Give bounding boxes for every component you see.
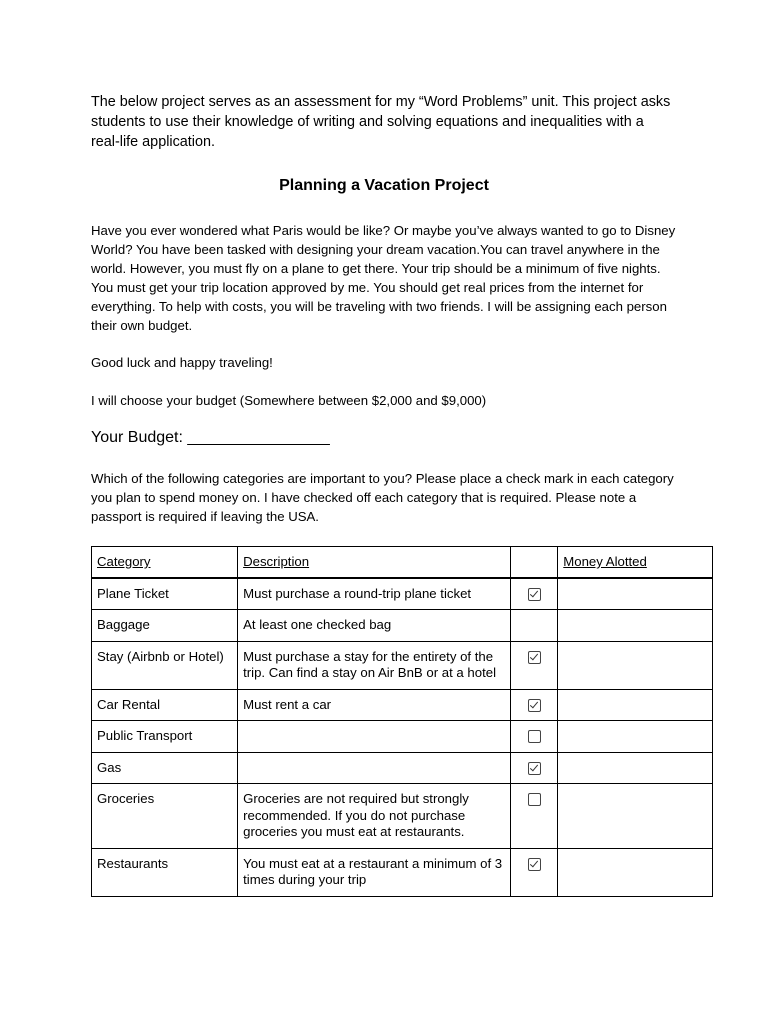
description-cell: Must purchase a stay for the entirety of the trip. Can find a stay on Air BnB or at a hotel (238, 641, 511, 689)
header-category: Category (92, 547, 238, 578)
description-cell: You must eat at a restaurant a minimum of 3 times during your trip (238, 848, 511, 896)
money-alotted-cell[interactable] (558, 641, 713, 689)
table-row (92, 784, 713, 849)
checkbox-cell (511, 610, 558, 642)
category-cell: Groceries (92, 784, 238, 849)
table-row (92, 752, 713, 784)
money-alotted-cell[interactable] (558, 578, 713, 610)
category-cell: Plane Ticket (92, 578, 238, 610)
checked-checkbox[interactable] (528, 762, 541, 775)
project-description: Have you ever wondered what Paris would be like? Or maybe you’ve always wanted to go to Disney World? You have been tasked with designing your dream vacation.You can travel anywhere in the world. However, you must fly on a plane to get there. Your trip should be a minimum of five nights. You must get your trip location approved by me. You should get real prices from the internet for everything. To help with costs, you will be traveling with two friends. I will be assigning each person their own budget. (91, 223, 676, 333)
money-alotted-cell[interactable] (558, 610, 713, 642)
checkbox-cell (511, 578, 558, 610)
table-row (92, 641, 713, 689)
checkbox-cell (511, 689, 558, 721)
description-cell: At least one checked bag (238, 610, 511, 642)
category-cell: Gas (92, 752, 238, 784)
category-cell: Public Transport (92, 721, 238, 753)
money-alotted-cell[interactable] (558, 721, 713, 753)
money-alotted-cell[interactable] (558, 752, 713, 784)
checkbox-cell (511, 752, 558, 784)
categories-instructions: Which of the following categories are important to you? Please place a check mark in each category you plan to spend money on. I have checked off each category that is required. Please note a passport is required if leaving the USA. (91, 471, 674, 524)
table-header-row (92, 547, 713, 578)
checked-checkbox[interactable] (528, 588, 541, 601)
checkbox-cell (511, 641, 558, 689)
categories-table (91, 546, 713, 897)
checked-checkbox[interactable] (528, 651, 541, 664)
your-budget-field: Your Budget: ________________ (91, 429, 330, 446)
money-alotted-cell[interactable] (558, 848, 713, 896)
table-row (92, 848, 713, 896)
checkbox-cell (511, 848, 558, 896)
description-cell: Must rent a car (238, 689, 511, 721)
table-body (92, 578, 713, 897)
checked-checkbox[interactable] (528, 858, 541, 871)
checkbox-cell (511, 784, 558, 849)
description-cell (238, 752, 511, 784)
category-cell: Baggage (92, 610, 238, 642)
checked-checkbox[interactable] (528, 699, 541, 712)
description-cell: Must purchase a round-trip plane ticket (238, 578, 511, 610)
category-cell: Stay (Airbnb or Hotel) (92, 641, 238, 689)
page-title: Planning a Vacation Project (279, 177, 489, 194)
table-row (92, 578, 713, 610)
checkbox-cell (511, 721, 558, 753)
table-row (92, 721, 713, 753)
header-check (511, 547, 558, 578)
unchecked-checkbox[interactable] (528, 793, 541, 806)
money-alotted-cell[interactable] (558, 784, 713, 849)
description-cell (238, 721, 511, 753)
category-cell: Restaurants (92, 848, 238, 896)
table-row (92, 689, 713, 721)
good-luck-text: Good luck and happy traveling! (91, 355, 273, 370)
category-cell: Car Rental (92, 689, 238, 721)
unchecked-checkbox[interactable] (528, 730, 541, 743)
money-alotted-cell[interactable] (558, 689, 713, 721)
document-page (91, 92, 691, 524)
table-row (92, 610, 713, 642)
header-money-alotted: Money Alotted (558, 547, 713, 578)
header-description: Description (238, 547, 511, 578)
budget-note: I will choose your budget (Somewhere between $2,000 and $9,000) (91, 393, 487, 408)
description-cell: Groceries are not required but strongly recommended. If you do not purchase groceries you must eat at restaurants. (238, 784, 511, 849)
intro-paragraph: The below project serves as an assessment for my “Word Problems” unit. This project asks students to use their knowledge of writing and solving equations and inequalities with a real-life application. (91, 94, 671, 150)
